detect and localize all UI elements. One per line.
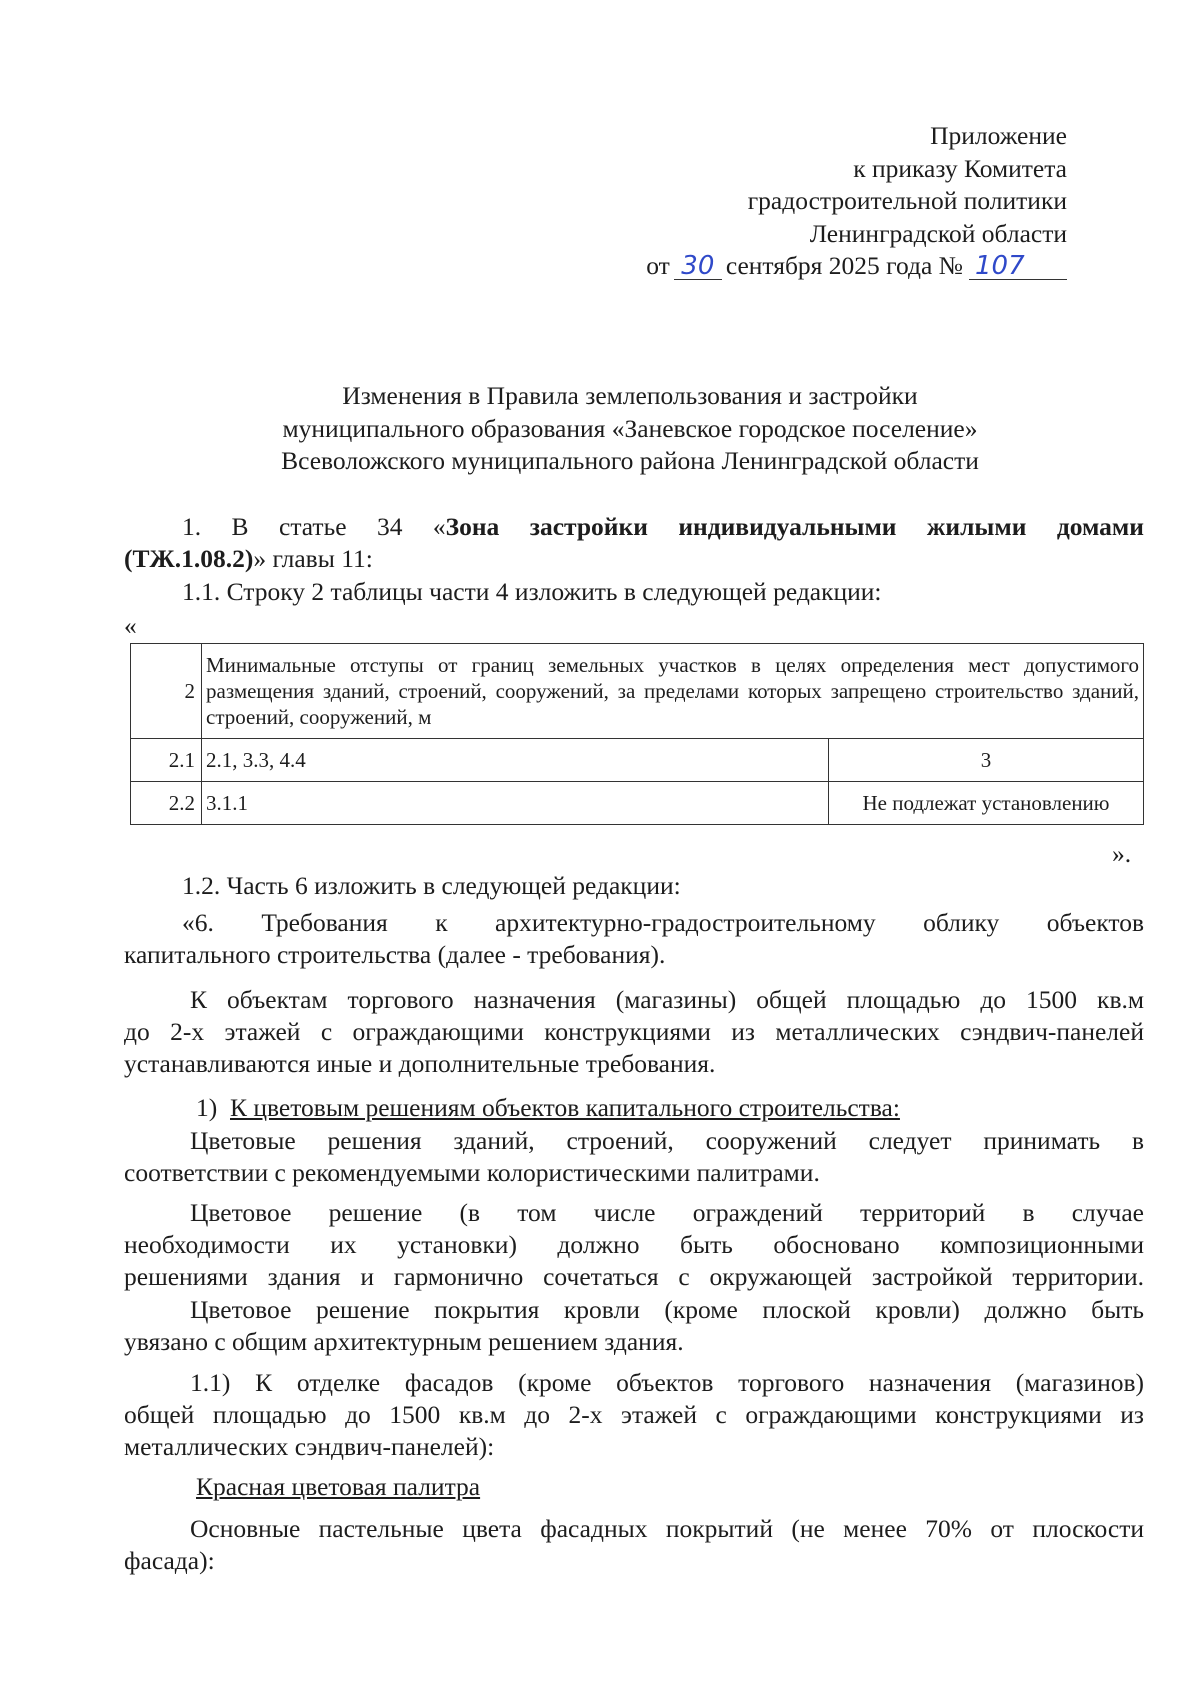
title-line-3: Всеволожского муниципального района Ленинградской области <box>281 446 979 475</box>
open-quote: « <box>124 611 137 640</box>
header-line-appendix: Приложение <box>930 121 1067 150</box>
part6-para4-line2: необходимости их установки) должно быть обосновано композиционными <box>124 1230 1144 1259</box>
table-row <box>131 739 1144 782</box>
part6-para2-line3: устанавливаются иные и дополнительные требования. <box>124 1049 716 1078</box>
close-quote: ». <box>1112 839 1132 868</box>
row-description: Минимальные отступы от границ земельных участков в целях определения мест допустимого размещения зданий, строений, сооружений, за пределами которых запрещено строительство зданий, строений, сооружений, м <box>202 644 1144 739</box>
table-row <box>131 644 1144 739</box>
section-1-line-2 <box>124 543 373 575</box>
part6-para6-line1: 1.1) К отделке фасадов (кроме объектов торгового назначения (магазинов) <box>190 1368 1144 1397</box>
row-value: 3 <box>829 739 1144 782</box>
row-value: Не подлежат установлению <box>829 782 1144 825</box>
chapter-ref: » главы 11: <box>253 544 373 573</box>
part6-para2-line1: К объектам торгового назначения (магазины) общей площадью до 1500 кв.м <box>190 985 1144 1014</box>
subsection-1-heading <box>196 1092 900 1124</box>
part6-para6-line2: общей площадью до 1500 кв.м до 2-х этажей с ограждающими конструкциями из <box>124 1400 1144 1429</box>
document-title <box>0 380 1200 478</box>
zone-name: Зона застройки индивидуальными жилыми домами <box>445 512 1144 541</box>
part6-para4-line3: решениями здания и гармонично сочетаться с окружающей застройкой территории. <box>124 1262 1144 1291</box>
subsection-title: К цветовым решениям объектов капитального строительства: <box>230 1093 900 1122</box>
date-prefix: от <box>646 251 670 280</box>
part6-para1-line1: «6. Требования к архитектурно-градостроительному облику объектов <box>182 908 1144 937</box>
table-row <box>131 782 1144 825</box>
title-line-2: муниципального образования «Заневское городское поселение» <box>282 413 978 443</box>
item-1-2: 1.2. Часть 6 изложить в следующей редакции: <box>182 871 681 900</box>
zone-code: (ТЖ.1.08.2) <box>124 544 254 573</box>
row-number: 2.1 <box>131 739 202 782</box>
part6-para2-line2: до 2-х этажей с ограждающими конструкциями из металлических сэндвич-панелей <box>124 1017 1144 1046</box>
part6-para5-line2: увязано с общим архитектурным решением здания. <box>124 1327 684 1356</box>
appendix-header <box>646 120 1067 283</box>
part6-para6-line3: металлических сэндвич-панелей): <box>124 1432 495 1461</box>
section-1-prefix: 1. В статье 34 « <box>182 512 446 541</box>
subsection-number: 1) <box>196 1093 218 1122</box>
palette-heading: Красная цветовая палитра <box>196 1472 481 1501</box>
amendment-table <box>130 643 1144 825</box>
header-date-line <box>646 250 1067 283</box>
part6-para7-line2: фасада): <box>124 1546 215 1575</box>
header-line-region: Ленинградской области <box>809 218 1067 248</box>
part6-para5-line1: Цветовое решение покрытия кровли (кроме плоской кровли) должно быть <box>190 1295 1144 1324</box>
part6-para3-line2: соответствии с рекомендуемыми колористическими палитрами. <box>124 1158 820 1187</box>
item-1-1: 1.1. Строку 2 таблицы части 4 изложить в следующей редакции: <box>182 577 882 606</box>
handwritten-order-number: 107 <box>969 253 1067 280</box>
part6-para1-line2: капитального строительства (далее - требования). <box>124 940 666 969</box>
title-line-1: Изменения в Правила землепользования и застройки <box>342 381 918 410</box>
header-line-committee: градостроительной политики <box>747 186 1067 215</box>
row-number: 2.2 <box>131 782 202 825</box>
part6-para4-line1: Цветовое решение (в том числе ограждений территорий в случае <box>190 1198 1144 1227</box>
section-1-line-1 <box>182 511 1144 543</box>
header-line-order: к приказу Комитета <box>853 153 1067 183</box>
part6-para3-line1: Цветовые решения зданий, строений, сооружений следует принимать в <box>190 1126 1144 1155</box>
date-month-year: сентября 2025 года № <box>725 251 963 280</box>
handwritten-day: 30 <box>674 253 722 280</box>
row-number: 2 <box>131 644 202 739</box>
row-zones: 2.1, 3.3, 4.4 <box>202 739 829 782</box>
row-zones: 3.1.1 <box>202 782 829 825</box>
part6-para7-line1: Основные пастельные цвета фасадных покрытий (не менее 70% от плоскости <box>190 1514 1144 1543</box>
